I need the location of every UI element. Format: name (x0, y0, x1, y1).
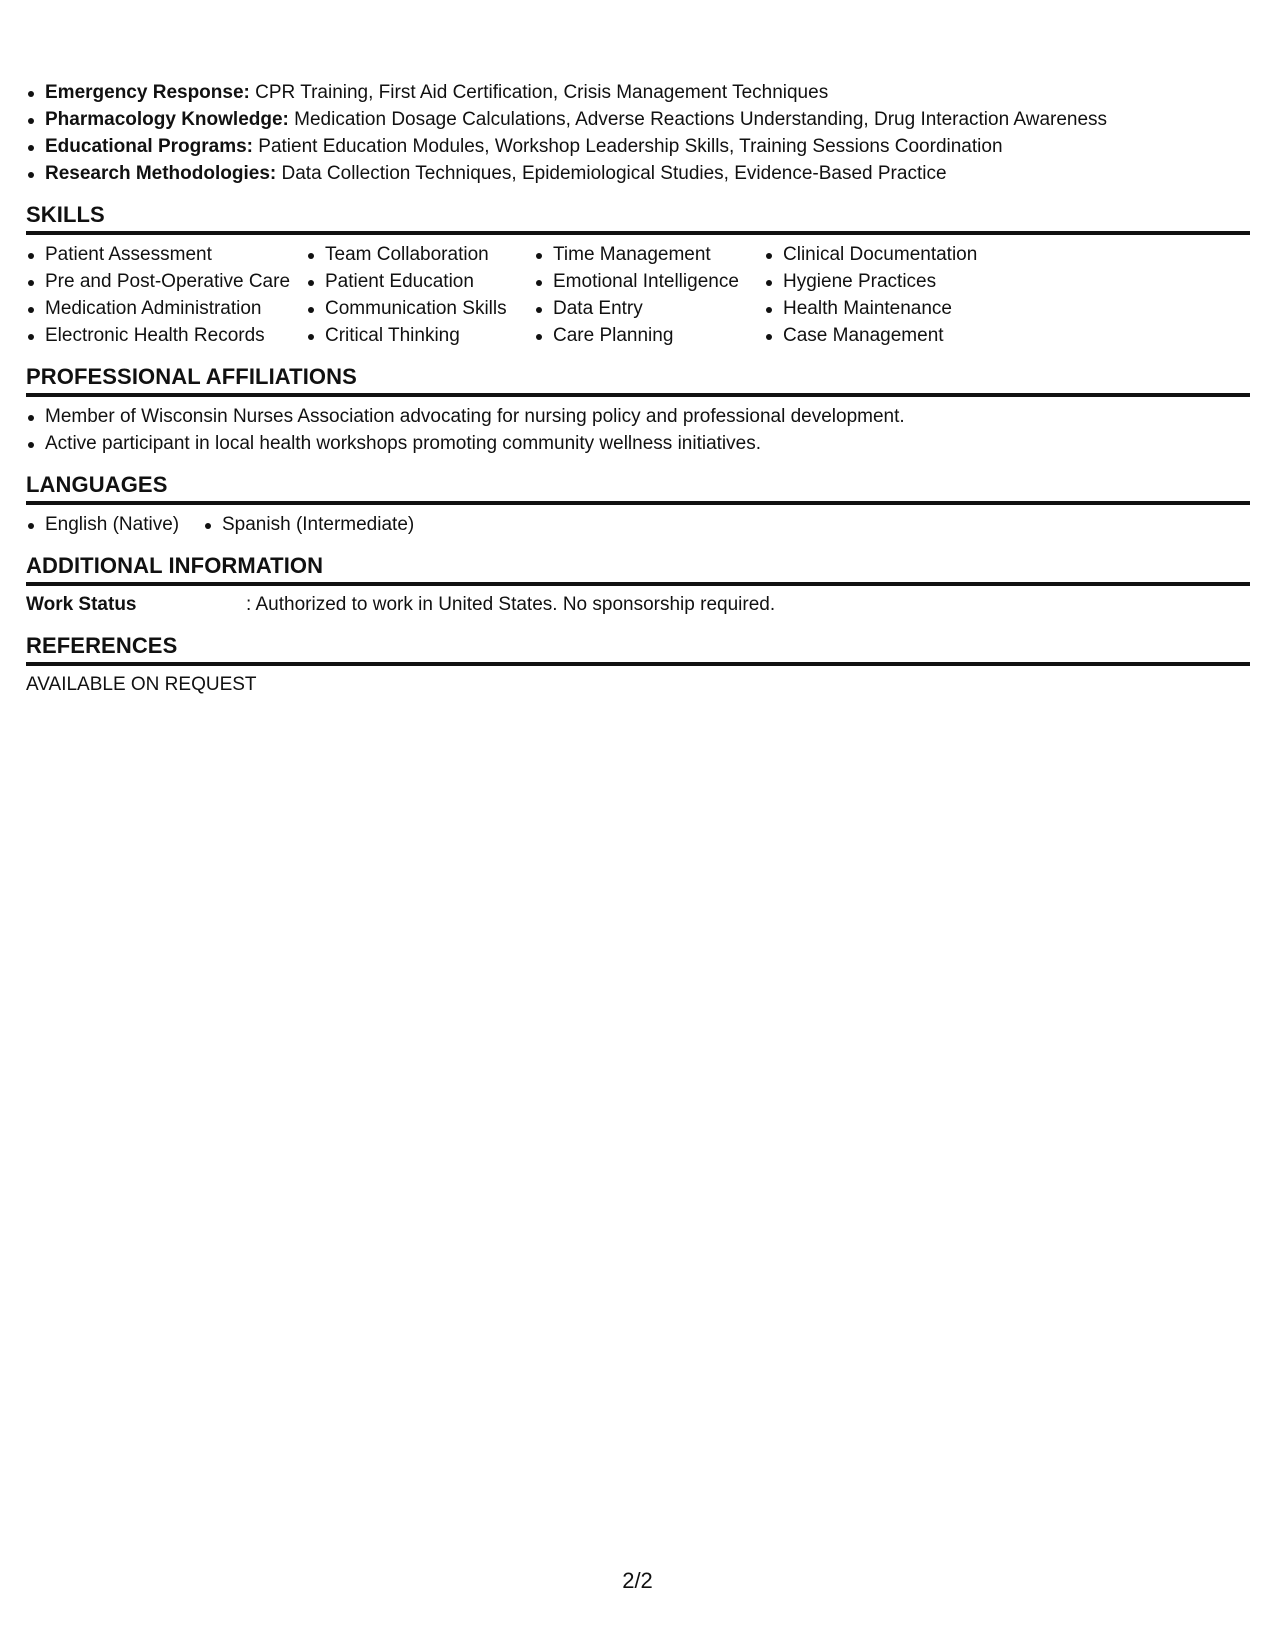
item-text: Medication Dosage Calculations, Adverse Reactions Understanding, Drug Interaction Awareness (288, 109, 1108, 130)
resume-page-2 (26, 79, 1250, 698)
work-status-row (26, 592, 1250, 618)
skill-item: Clinical Documentation (764, 241, 1064, 268)
skill-item: Patient Assessment (26, 241, 306, 268)
languages-list (26, 511, 1250, 538)
skill-item: Critical Thinking (306, 322, 534, 349)
skill-item: Case Management (764, 322, 1064, 349)
item-label: Pharmacology Knowledge: (45, 109, 289, 130)
languages-heading: LANGUAGES (26, 471, 1250, 505)
item-text: Data Collection Techniques, Epidemiological Studies, Evidence-Based Practice (276, 163, 947, 184)
list-item (26, 133, 1250, 160)
item-text: CPR Training, First Aid Certification, Crisis Management Techniques (249, 82, 829, 103)
affiliation-item: Active participant in local health workshops promoting community wellness initiatives. (26, 430, 1250, 457)
skill-item: Time Management (534, 241, 764, 268)
skill-item: Data Entry (534, 295, 764, 322)
work-status-label: Work Status (26, 594, 137, 615)
skills-column (26, 241, 306, 349)
skill-item: Hygiene Practices (764, 268, 1064, 295)
skill-item: Pre and Post-Operative Care (26, 268, 306, 295)
references-heading: REFERENCES (26, 632, 1250, 666)
list-item (26, 106, 1250, 133)
work-status-value: : Authorized to work in United States. No sponsorship required. (246, 594, 776, 615)
skill-item: Patient Education (306, 268, 534, 295)
language-column (26, 511, 203, 538)
skills-column (764, 241, 1064, 349)
page-number: 2/2 (622, 1568, 653, 1593)
skill-item: Team Collaboration (306, 241, 534, 268)
skill-item: Communication Skills (306, 295, 534, 322)
affiliation-item: Member of Wisconsin Nurses Association advocating for nursing policy and professional development. (26, 403, 1250, 430)
language-item: English (Native) (26, 511, 203, 538)
skill-item: Electronic Health Records (26, 322, 306, 349)
skill-item: Health Maintenance (764, 295, 1064, 322)
item-label: Emergency Response: (45, 82, 250, 103)
skill-item: Medication Administration (26, 295, 306, 322)
skills-heading: SKILLS (26, 201, 1250, 235)
skill-item: Care Planning (534, 322, 764, 349)
affiliations-list (26, 403, 1250, 457)
skills-column (534, 241, 764, 349)
list-item (26, 160, 1250, 187)
item-text: Patient Education Modules, Workshop Leadership Skills, Training Sessions Coordination (253, 136, 1003, 157)
references-text: AVAILABLE ON REQUEST (26, 674, 257, 695)
affiliations-heading: PROFESSIONAL AFFILIATIONS (26, 363, 1250, 397)
technical-skills-list (26, 79, 1250, 187)
additional-info-heading: ADDITIONAL INFORMATION (26, 552, 1250, 586)
item-label: Research Methodologies: (45, 163, 277, 184)
skill-item: Emotional Intelligence (534, 268, 764, 295)
language-item: Spanish (Intermediate) (203, 511, 414, 538)
language-column (203, 511, 414, 538)
skills-column (306, 241, 534, 349)
list-item (26, 79, 1250, 106)
skills-grid (26, 241, 1250, 349)
item-label: Educational Programs: (45, 136, 253, 157)
